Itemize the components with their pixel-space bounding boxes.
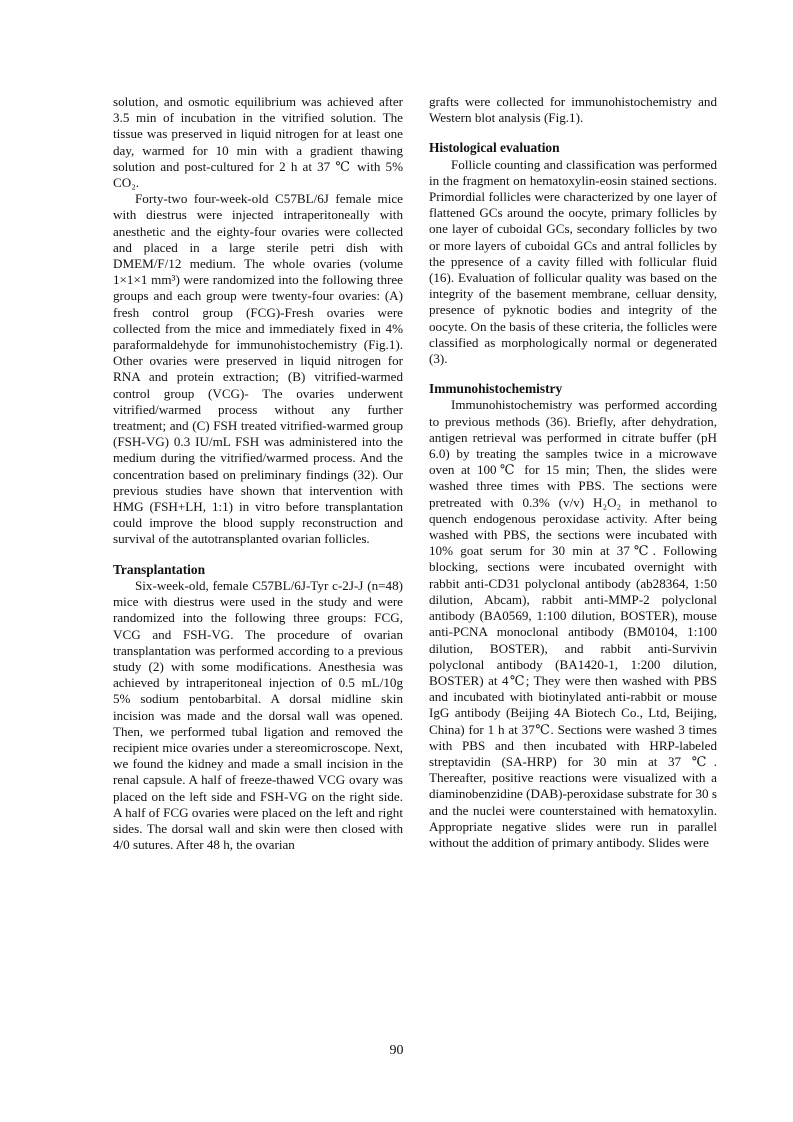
paragraph-immunohistochemistry: Immunohistochemistry was performed according to previous methods (36). Briefly, after dehydration, antigen retrieval was performed in citrate buffer (pH 6.0) by treating the samples twice in a microwave oven at 100℃ for 15 min; Then, the slides were washed three times with PBS. The sections were pretreated with 0.3% (v/v) H₂O₂ in methanol to quench endogenous peroxidase activity. After being washed with PBS, the sections were incubated with 10% goat serum for 30 min at 37℃. Following blocking, sections were incubated overnight with rabbit anti-CD31 polyclonal antibody (ab28364, 1:50 dilution, Abcam), rabbit anti-MMP-2 polyclonal antibody (BA0569, 1:100 dilution, BOSTER), mouse anti-PCNA monoclonal antibody (BM0104, 1:100 dilution, BOSTER), and rabbit anti-Survivin polyclonal antibody (BA1420-1, 1:200 dilution, BOSTER) at 4℃; They were then washed with PBS and incubated with biotinylated anti-rabbit or mouse IgG antibody (Beijing 4A Biotech Co., Ltd, Beijing, China) for 1 h at 37℃. Sections were washed 3 times with PBS and then incubated with HRP-labeled streptavidin (SA-HRP) for 30 min at 37 ℃. Thereafter, positive reactions were visualized with a diaminobenzidine (DAB)-peroxidase substrate for 30 s and the nuclei were counterstained with hematoxylin. Appropriate negative slides were run in parallel without the addition of primary antibody. Slides were bbox=[429, 397, 717, 850]
heading-histological-evaluation: Histological evaluation bbox=[429, 140, 560, 156]
left-column bbox=[113, 94, 403, 853]
paragraph-vitrification-end: solution, and osmotic equilibrium was achieved after 3.5 min of incubation in the vitrified solution. The tissue was preserved in liquid nitrogen for at least one day, warmed for 10 min with a gradient thawing solution and post-cultured for 2 h at 37 ℃ with 5% CO₂. bbox=[113, 94, 403, 191]
paragraph-transplantation: Six-week-old, female C57BL/6J-Tyr c-2J-J (n=48) mice with diestrus were used in the study and were randomized into the following three groups: FCG, VCG and FSH-VG. The procedure of ovarian transplantation was performed according to a previous study (2) with some modifications. Anesthesia was achieved by intraperitoneal injection of 0.5 mL/10g 5% sodium pentobarbital. A dorsal midline skin incision was made and the dorsal wall was opened. Then, we performed tubal ligation and removed the recipient mice ovaries under a stereomicroscope. Next, we found the kidney and made a small incision in the renal capsule. A half of freeze-thawed VCG ovary was placed on the left side and FSH-VG on the right side. A half of FCG ovaries were placed on the left and right sides. The dorsal wall and skin were then closed with 4/0 sutures. After 48 h, the ovarian bbox=[113, 577, 403, 853]
paragraph-grafts: grafts were collected for immunohistochemistry and Western blot analysis (Fig.1). bbox=[429, 94, 717, 126]
heading-immunohistochemistry: Immunohistochemistry bbox=[429, 381, 563, 397]
heading-transplantation: Transplantation bbox=[113, 561, 206, 577]
right-column bbox=[429, 94, 717, 851]
paragraph-histological-evaluation: Follicle counting and classification was performed in the fragment on hematoxylin-eosin stained sections. Primordial follicles were characterized by one layer of flattened GCs around the oocyte, primary follicles by one layer of cuboidal GCs, secondary follicles by two or more layers of cuboidal GCs and antral follicles by the ppresence of a cavity filled with follicular fluid (16). Evaluation of follicular quality was based on the integrity of the basement membrane, celluar density, presence of pyknotic bodies and integrity of the oocyte. On the basis of these criteria, the follicles were classified as morphologically normal or degenerated (3). bbox=[429, 156, 717, 367]
page-number: 90 bbox=[389, 1043, 404, 1058]
paragraph-ovary-groups: Forty-two four-week-old C57BL/6J female mice with diestrus were injected intraperitoneally with anesthetic and the eighty-four ovaries were collected and placed in a large sterile petri dish with DMEM/F/12 medium. The whole ovaries (volume 1×1×1 mm³) were randomized into the following three groups and each group were twenty-four ovaries: (A) fresh control group (FCG)-Fresh ovaries were collected from the mice and immediately fixed in 4% paraformaldehyde for immunohistochemistry (Fig.1). Other ovaries were preserved in liquid nitrogen for RNA and protein extraction; (B) vitrified-warmed control group (VCG)- The ovaries underwent vitrified/warmed process without any further treatment; and (C) FSH treated vitrified-warmed group (FSH-VG) 0.3 IU/mL FSH was administered into the medium during the vitrified/warmed process. And the concentration based on preliminary findings (32). Our previous studies have shown that intervention with HMG (FSH+LH, 1:1) in vitro before transplantation could improve the blood supply reconstruction and survival of the autotransplanted ovarian follicles. bbox=[113, 191, 403, 547]
